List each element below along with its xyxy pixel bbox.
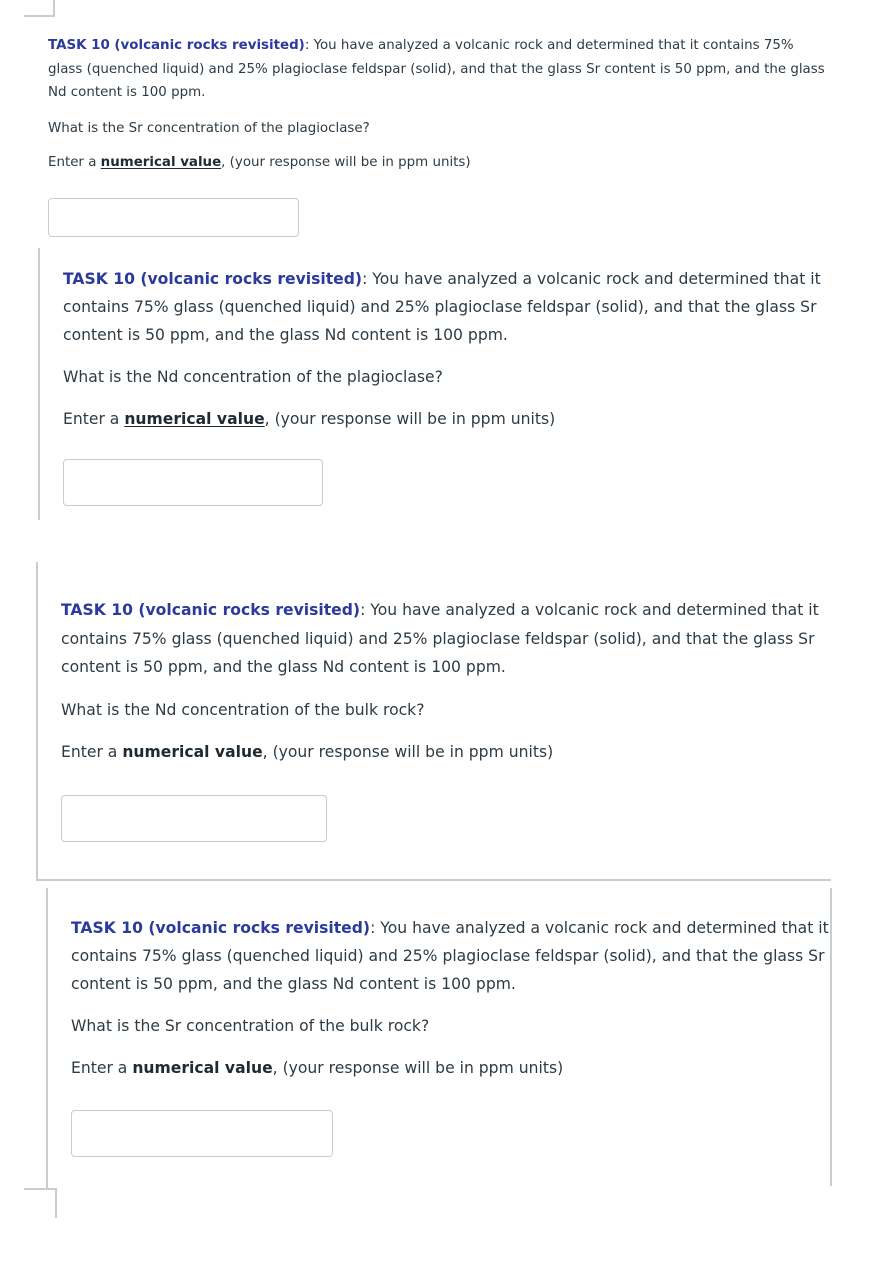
task-label: TASK 10 (volcanic rocks revisited): [71, 919, 371, 937]
prompt-text: : You have analyzed a volcanic rock and determined that it contains 75% glass (quenched liquid) and 25% plagioclase feldspar (solid), and that the glass Sr content is 50 ppm, and the glass Nd content is 100 ppm.: [71, 919, 829, 993]
bottom-left-bracket-horizontal: [24, 1188, 57, 1190]
question-text: What is the Sr concentration of the bulk rock?: [71, 1017, 430, 1035]
instruction-prefix: Enter a: [63, 410, 125, 428]
instruction-emphasis: numerical value: [124, 410, 265, 428]
instruction-prefix: Enter a: [61, 743, 123, 761]
answer-instruction: [71, 1054, 831, 1082]
answer-instruction: [61, 738, 831, 767]
instruction-emphasis: numerical value: [100, 155, 222, 170]
instruction-suffix: , (your response will be in ppm units): [272, 1059, 564, 1077]
answer-input-2[interactable]: [63, 459, 323, 506]
instruction-prefix: Enter a: [48, 155, 101, 170]
task-label: TASK 10 (volcanic rocks revisited): [61, 601, 361, 619]
question-text: What is the Nd concentration of the bulk rock?: [61, 700, 425, 719]
question-block-4: [71, 914, 831, 1082]
question-block-2: [63, 265, 833, 433]
instruction-suffix: , (your response will be in ppm units): [264, 410, 556, 428]
question-prompt: [48, 34, 828, 105]
question-text: What is the Nd concentration of the plagioclase?: [63, 368, 443, 386]
answer-instruction: [48, 151, 828, 175]
top-left-bracket-vertical: [53, 0, 55, 16]
instruction-emphasis: numerical value: [132, 1059, 273, 1077]
bottom-left-bracket-vertical: [55, 1188, 57, 1218]
answer-instruction: [63, 405, 833, 433]
answer-input-1[interactable]: [48, 198, 299, 237]
instruction-emphasis: numerical value: [122, 743, 263, 761]
question-block-1: [48, 34, 828, 175]
q3-bottom-border: [36, 879, 831, 881]
question-text: What is the Sr concentration of the plagioclase?: [48, 120, 370, 136]
q2-left-border: [38, 248, 40, 520]
task-label: TASK 10 (volcanic rocks revisited): [63, 270, 363, 288]
question-prompt: [71, 914, 831, 998]
question-prompt: [63, 265, 833, 349]
top-left-bracket-horizontal: [24, 15, 55, 17]
question-prompt: [61, 596, 831, 682]
question-block-3: [61, 596, 831, 767]
prompt-text: : You have analyzed a volcanic rock and determined that it contains 75% glass (quenched liquid) and 25% plagioclase feldspar (solid), and that the glass Sr content is 50 ppm, and the glass Nd content is 100 ppm.: [61, 601, 819, 676]
prompt-text: : You have analyzed a volcanic rock and determined that it contains 75% glass (quenched liquid) and 25% plagioclase feldspar (solid), and that the glass Sr content is 50 ppm, and the glass Nd content is 100 ppm.: [63, 270, 821, 344]
q4-left-border: [46, 888, 48, 1188]
instruction-prefix: Enter a: [71, 1059, 133, 1077]
instruction-suffix: , (your response will be in ppm units): [221, 155, 471, 170]
task-label: TASK 10 (volcanic rocks revisited): [48, 38, 305, 53]
q3-left-border: [36, 562, 38, 880]
prompt-text: : You have analyzed a volcanic rock and determined that it contains 75% glass (quenched liquid) and 25% plagioclase feldspar (solid), and that the glass Sr content is 50 ppm, and the glass Nd content is 100 ppm.: [48, 38, 825, 100]
answer-input-4[interactable]: [71, 1110, 333, 1157]
instruction-suffix: , (your response will be in ppm units): [262, 743, 554, 761]
answer-input-3[interactable]: [61, 795, 327, 842]
